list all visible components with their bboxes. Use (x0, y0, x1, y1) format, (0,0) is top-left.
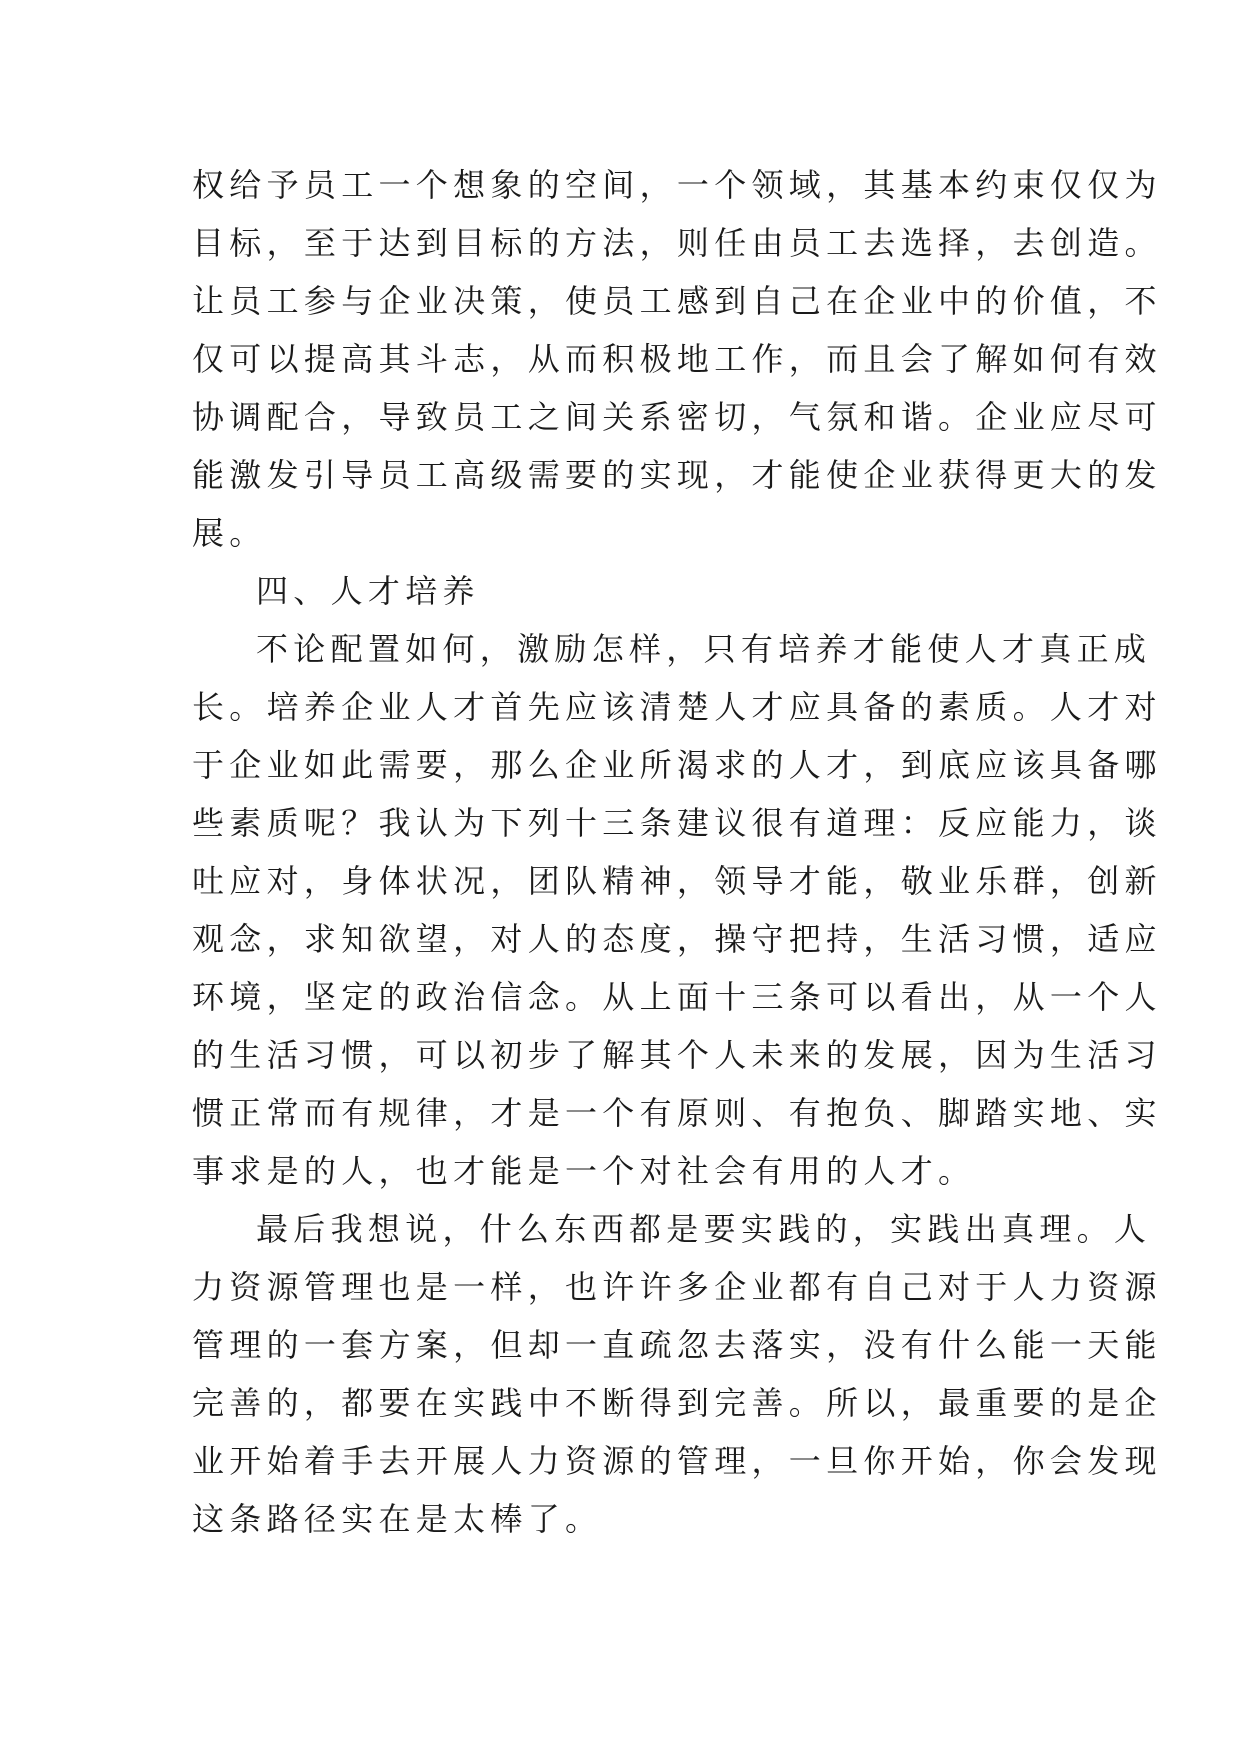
text-line: 协调配合，导致员工之间关系密切，气氛和谐。企业应尽可 (192, 398, 1162, 436)
paragraph-conclusion (192, 1200, 1162, 1548)
text-line: 不论配置如何，激励怎样，只有培养才能使人才真正成 (256, 630, 1152, 668)
document-body (192, 156, 1162, 1548)
text-line: 事求是的人，也才能是一个对社会有用的人才。 (192, 1152, 976, 1190)
text-line: 力资源管理也是一样，也许许多企业都有自己对于人力资源 (192, 1268, 1162, 1306)
text-line: 让员工参与企业决策，使员工感到自己在企业中的价值，不 (192, 282, 1162, 320)
text-line: 吐应对，身体状况，团队精神，领导才能，敬业乐群，创新 (192, 862, 1162, 900)
text-line: 展。 (192, 514, 267, 552)
text-line: 这条路径实在是太棒了。 (192, 1500, 603, 1538)
text-line: 完善的，都要在实践中不断得到完善。所以，最重要的是企 (192, 1384, 1162, 1422)
text-line: 仅可以提高其斗志，从而积极地工作，而且会了解如何有效 (192, 340, 1162, 378)
text-line: 能激发引导员工高级需要的实现，才能使企业获得更大的发 (192, 456, 1162, 494)
text-line: 权给予员工一个想象的空间，一个领域，其基本约束仅仅为 (192, 166, 1162, 204)
text-line: 管理的一套方案，但却一直疏忽去落实，没有什么能一天能 (192, 1326, 1162, 1364)
text-line: 环境，坚定的政治信念。从上面十三条可以看出，从一个人 (192, 978, 1162, 1016)
text-line: 长。培养企业人才首先应该清楚人才应具备的素质。人才对 (192, 688, 1162, 726)
text-line: 目标，至于达到目标的方法，则任由员工去选择，去创造。 (192, 224, 1162, 262)
heading-talent-training: 四、人才培养 (256, 572, 480, 610)
text-line: 些素质呢？我认为下列十三条建议很有道理：反应能力，谈 (192, 804, 1162, 842)
text-line: 的生活习惯，可以初步了解其个人未来的发展，因为生活习 (192, 1036, 1162, 1074)
text-line: 业开始着手去开展人力资源的管理，一旦你开始，你会发现 (192, 1442, 1162, 1480)
text-line: 观念，求知欲望，对人的态度，操守把持，生活习惯，适应 (192, 920, 1162, 958)
paragraph-talent-training (192, 620, 1162, 1200)
text-line: 于企业如此需要，那么企业所渴求的人才，到底应该具备哪 (192, 746, 1162, 784)
paragraph-empowerment (192, 156, 1162, 562)
text-line: 惯正常而有规律，才是一个有原则、有抱负、脚踏实地、实 (192, 1094, 1162, 1132)
text-line: 最后我想说，什么东西都是要实践的，实践出真理。人 (256, 1210, 1152, 1248)
section-heading (192, 562, 1072, 620)
